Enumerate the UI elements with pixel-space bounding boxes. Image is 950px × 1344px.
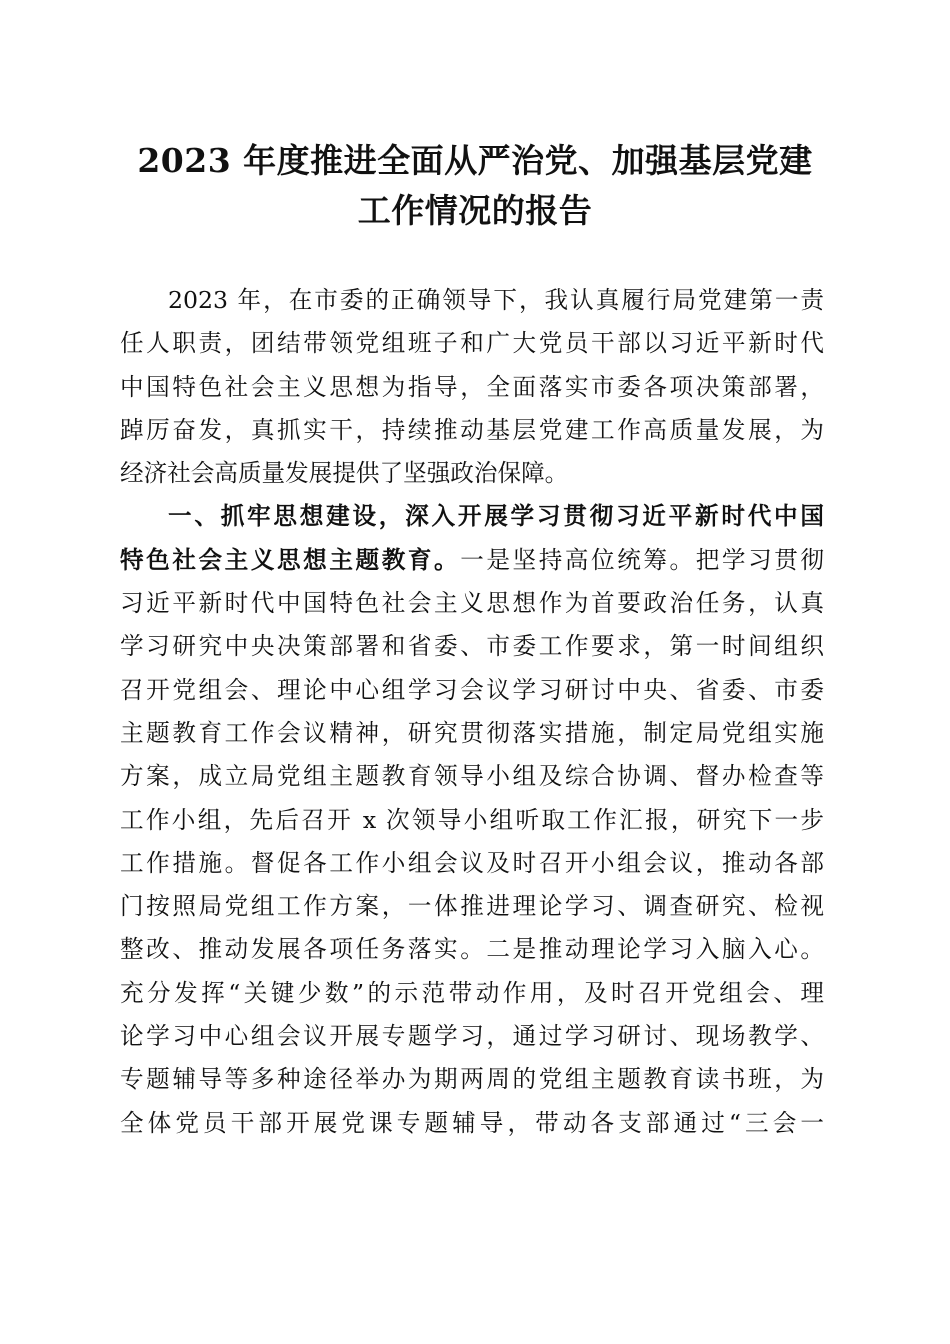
paragraph-2-line — [120, 539, 824, 582]
paragraph-2-heading-line — [120, 495, 824, 538]
paragraph-2-line: 全体党员干部开展党课专题辅导，带动各支部通过“三会一 — [120, 1108, 824, 1137]
title-line-2: 工作情况的报告 — [357, 191, 593, 230]
section-heading-part-1: 一、抓牢思想建设，深入开展学习贯彻习近平新时代中国 — [168, 502, 824, 531]
section-heading-part-2: 特色社会主义思想主题教育。 — [120, 545, 461, 574]
document-title — [100, 136, 850, 236]
document-body — [120, 279, 824, 1145]
paragraph-1-line: 经济社会高质量发展提供了坚强政治保障。 — [120, 459, 569, 488]
paragraph-2-line: 方案，成立局党组主题教育领导小组及综合协调、督办检查等 — [120, 762, 824, 791]
paragraph-2-line: 论学习中心组会议开展专题学习，通过学习研讨、现场教学、 — [120, 1022, 824, 1051]
paragraph-2-line: 充分发挥“关键少数”的示范带动作用，及时召开党组会、理 — [120, 978, 824, 1007]
paragraph-1-line: 踔厉奋发，真抓实干，持续推动基层党建工作高质量发展，为 — [120, 415, 824, 444]
paragraph-2-line: 工作措施。督促各工作小组会议及时召开小组会议，推动各部 — [120, 848, 824, 877]
paragraph-2-line: 主题教育工作会议精神，研究贯彻落实措施，制定局党组实施 — [120, 718, 824, 747]
paragraph-1-line: 2023 年，在市委的正确领导下，我认真履行局党建第一责 — [168, 286, 824, 314]
paragraph-2-line: 习近平新时代中国特色社会主义思想作为首要政治任务，认真 — [120, 589, 824, 618]
paragraph-2-text: 一是坚持高位统筹。把学习贯彻 — [460, 545, 824, 574]
paragraph-2-line: 召开党组会、理论中心组学习会议学习研讨中央、省委、市委 — [120, 675, 824, 704]
paragraph-2-line: 学习研究中央决策部署和省委、市委工作要求，第一时间组织 — [120, 632, 824, 661]
paragraph-2-line: 工作小组，先后召开 x 次领导小组听取工作汇报，研究下一步 — [120, 805, 824, 834]
paragraph-1-line: 中国特色社会主义思想为指导，全面落实市委各项决策部署， — [120, 372, 824, 401]
paragraph-2-line: 整改、推动发展各项任务落实。二是推动理论学习入脑入心。 — [120, 935, 824, 964]
paragraph-2-line: 专题辅导等多种途径举办为期两周的党组主题教育读书班，为 — [120, 1065, 824, 1094]
title-line-1: 2023 年度推进全面从严治党、加强基层党建 — [137, 141, 813, 180]
paragraph-1-line: 任人职责，团结带领党组班子和广大党员干部以习近平新时代 — [120, 329, 824, 358]
paragraph-2-line: 门按照局党组工作方案，一体推进理论学习、调查研究、检视 — [120, 892, 824, 921]
